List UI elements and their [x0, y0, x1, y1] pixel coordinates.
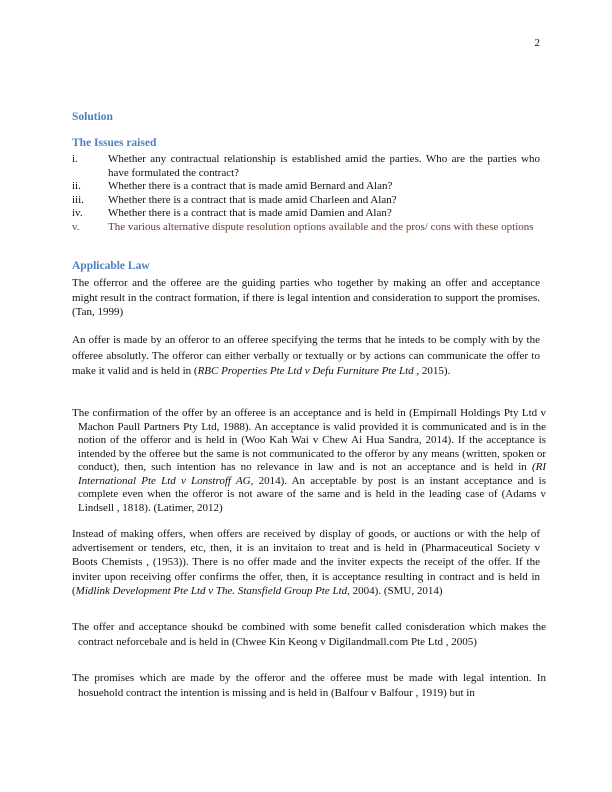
- list-item: ii. Whether there is a contract that is made amid Bernard and Alan?: [72, 180, 393, 192]
- paragraph-legal-intention: The promises which are made by the offeror and the offeree must be made with legal intention. In hosuehold contract the intention is missing and is held in (Balfour v Balfour , 1919) but in: [72, 672, 546, 699]
- list-item: v. The various alternative dispute resolution options available and the pros/ cons with these options: [72, 220, 534, 233]
- paragraph-consideration: The offer and acceptance shoukd be combined with some benefit called conisderation which makes the contract neforcebale and is held in (Chwee Kin Keong v Digilandmall.com Pte Ltd , 2005): [72, 621, 546, 648]
- solution-heading: Solution: [72, 111, 113, 123]
- paragraph-offer: An offer is made by an offeror to an offeree specifying the terms that he inteds to be comply with by the offeree absolutly. The offeror can either verbally or textually or by actions can communicate the offer to make it valid and is held in (RBC Properties Pte Ltd v Defu Furniture Pte Ltd , 2015).: [72, 334, 540, 377]
- paragraph-acceptance: The confirmation of the offer by an offeree is an acceptance and is held in (Empirnall Holdings Pty Ltd v Machon Paull Partners Pty Ltd, 1988). An acceptance is valid provided it is communicated and is in the notion of the offeror and is held in (Woo Kah Wai v Chew Ai Hua Sandra, 2014). If the acceptance is intended by the offeree but the same is not communicated to the offeror by any means (written, spoken or conduct), then, such intention has no relevance in law and is not an acceptance and is held in (RI International Pte Ltd v Lonstroff AG, 2014). An acceptable by post is an instant acceptance and is complete even when the offeror is not aware of the same and is held in the leading case of (Adams v Lindsell , 1818). (Latimer, 2012): [72, 407, 547, 514]
- applicable-law-heading: Applicable Law: [72, 260, 150, 272]
- list-item: iv. Whether there is a contract that is made amid Damien and Alan?: [72, 207, 392, 219]
- list-item: iii. Whether there is a contract that is made amid Charleen and Alan?: [72, 193, 397, 206]
- page-number: 2: [534, 37, 540, 49]
- paragraph-invitation-to-treat: Instead of making offers, when offers are received by display of goods, or auctions or with the help of advertisement or tenders, etc, then, it is an invitaion to treat and is held in (Pharmaceutical Society v Boots Chemists , (1953)). There is no offer made and the inviter expects the receipt of the offer. If the inviter upon receiving offer confirms the offer, then, it is acceptance resulting in contract and is held in (Midlink Development Pte Ltd v The. Stansfield Group Pte Ltd, 2004). (SMU, 2014): [72, 528, 540, 597]
- issues-list: [72, 153, 540, 234]
- paragraph-offer-parties: The offerror and the offeree are the guiding parties who together by making an offer and acceptance might result in the contract formation, if there is legal intention and consideration to support the promises. (Tan, 1999): [72, 277, 540, 318]
- list-item: i. Whether any contractual relationship is established amid the parties. Who are the parties who have formulated the contract?: [72, 153, 540, 179]
- issues-heading: The Issues raised: [72, 137, 157, 149]
